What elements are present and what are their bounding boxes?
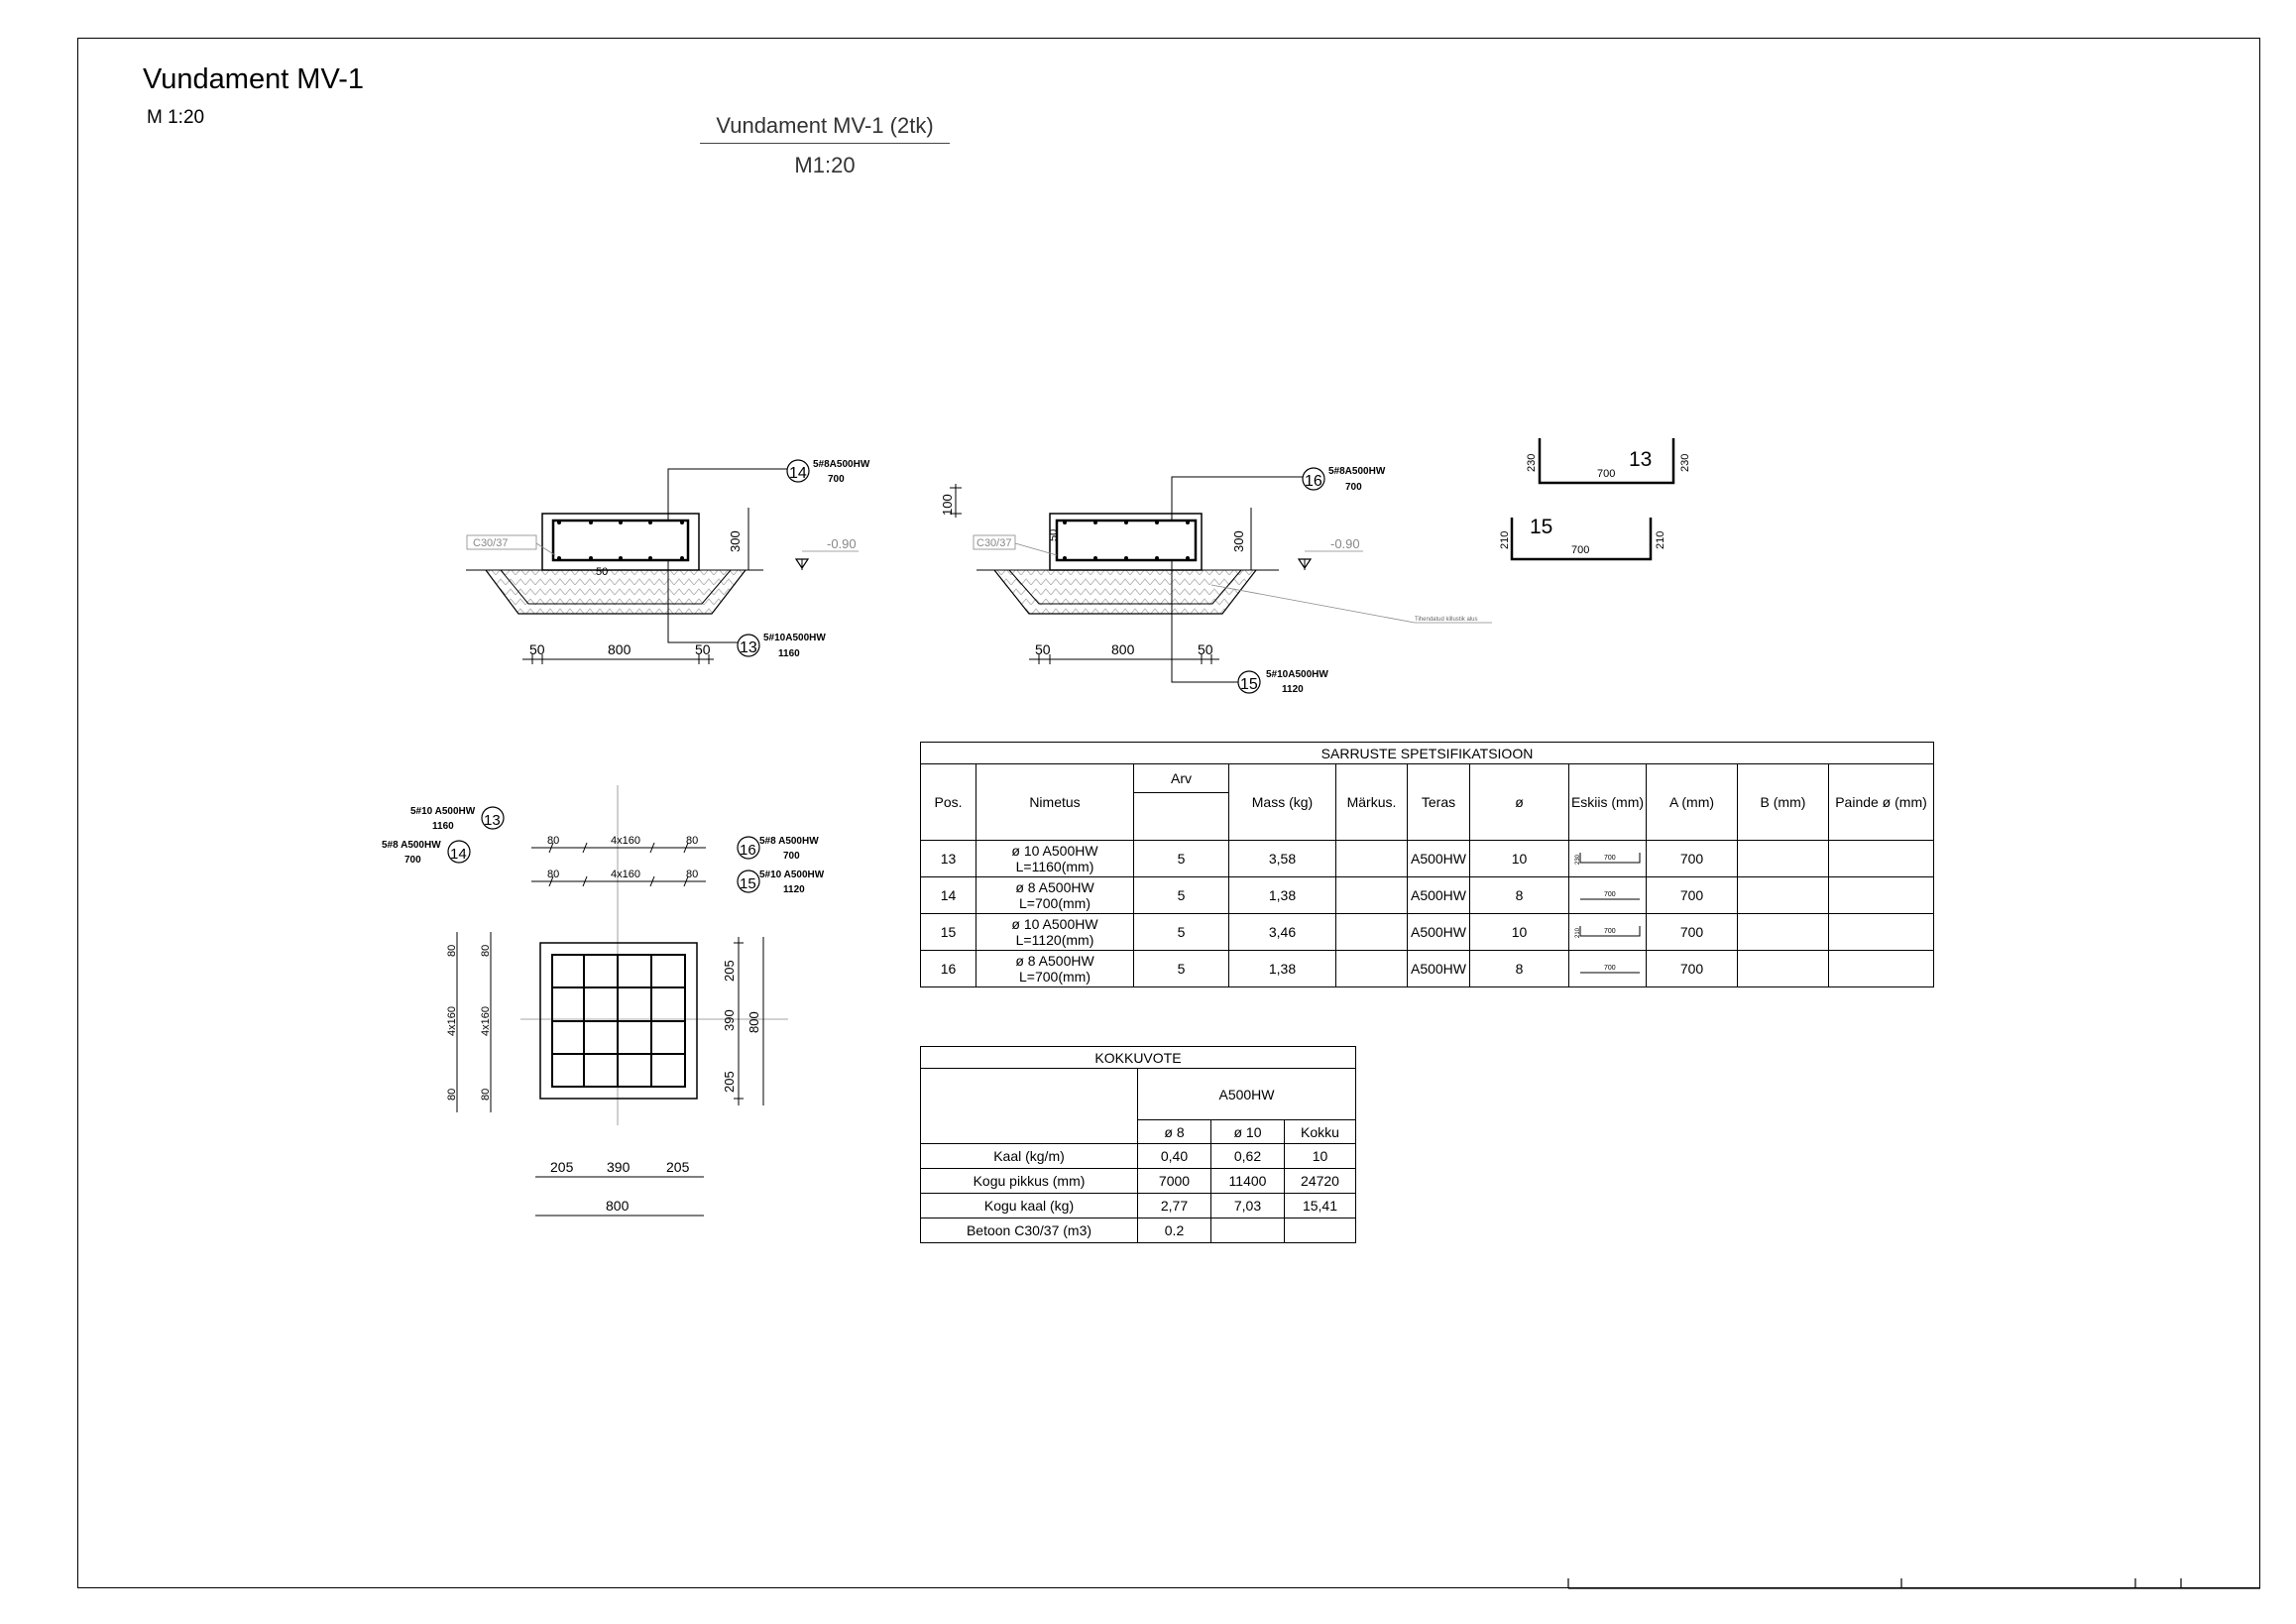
- bar-length: 1160: [778, 648, 800, 659]
- plan-top-dim: 80: [686, 869, 699, 880]
- col-header: Arv: [1134, 764, 1229, 793]
- bar-pos: 14: [789, 465, 807, 482]
- svg-text:210: 210: [1574, 927, 1581, 938]
- svg-text:230: 230: [1574, 854, 1581, 865]
- bar-spec: 5#10A500HW: [763, 633, 826, 643]
- col-header: Teras: [1408, 764, 1470, 841]
- plan-right-dim: 390: [722, 1009, 737, 1031]
- svg-text:700: 700: [1603, 928, 1616, 935]
- bar-spec: 5#10A500HW: [1266, 669, 1328, 680]
- dim-bottom-3: 50: [695, 641, 711, 657]
- dim-bottom-3: 50: [1198, 641, 1213, 657]
- col-header: B (mm): [1738, 764, 1829, 841]
- plan-rebar-grid: [552, 955, 685, 1087]
- drawing-title: Vundament MV-1: [143, 63, 364, 95]
- table-row: Kogu kaal (kg) 2,77 7,03 15,41: [921, 1194, 1356, 1218]
- plan-right-dim: 205: [722, 1071, 737, 1093]
- plan-spec: 5#8 A500HW: [382, 840, 441, 851]
- sketch-cell: [1569, 914, 1647, 951]
- bar-sketch: [1574, 922, 1642, 942]
- spec-table-title: SARRUSTE SPETSIFIKATSIOON: [921, 743, 1934, 764]
- col-header: ø: [1470, 764, 1569, 841]
- top-dim: 100: [940, 494, 955, 516]
- inner-dim: 50: [1048, 528, 1060, 541]
- bar-length: 700: [1345, 482, 1362, 493]
- table-row: 15 ø 10 A500HW L=1120(mm) 5 3,46 A500HW 10 210 700 700: [921, 914, 1934, 951]
- plan-vertical-dim: 80: [446, 944, 458, 957]
- summary-col: Kokku: [1285, 1120, 1356, 1144]
- bar-shape-13: [1526, 438, 1691, 483]
- dim-bottom-2: 800: [608, 641, 631, 657]
- plan-vertical-dim: 80: [480, 1088, 492, 1101]
- svg-text:700: 700: [1603, 965, 1616, 972]
- bar-sketch: [1574, 849, 1642, 869]
- summary-group: A500HW: [1138, 1069, 1356, 1120]
- col-header: Eskiis (mm): [1569, 764, 1647, 841]
- table-row: 14 ø 8 A500HW L=700(mm) 5 1,38 A500HW 8 700 700: [921, 877, 1934, 914]
- table-row: Kogu pikkus (mm) 7000 11400 24720: [921, 1169, 1356, 1194]
- table-row: 16 ø 8 A500HW L=700(mm) 5 1,38 A500HW 8 700 700: [921, 951, 1934, 987]
- plan-length: 700: [404, 855, 421, 866]
- bar-shape-length: 700: [1597, 468, 1616, 480]
- plan-right-total: 800: [746, 1011, 761, 1033]
- bar-shape-length: 700: [1571, 544, 1590, 556]
- plan-top-dim: 4x160: [611, 869, 640, 880]
- summary-col: ø 10: [1211, 1120, 1285, 1144]
- bar-spec: 5#8A500HW: [813, 459, 870, 470]
- plan-top-dim: 80: [686, 835, 699, 847]
- bar-shape-pos: 13: [1629, 448, 1653, 471]
- plan-top-dim: 80: [547, 835, 560, 847]
- dim-bottom-1: 50: [1035, 641, 1051, 657]
- concrete-label: C30/37: [976, 537, 1012, 549]
- bar-pos: 15: [1240, 676, 1258, 693]
- dim-bottom-2: 800: [1111, 641, 1135, 657]
- plan-bottom-dim: 390: [607, 1159, 631, 1175]
- bar-length: 700: [828, 474, 845, 485]
- plan-vertical-dim: 80: [446, 1088, 458, 1101]
- bar-spec: 5#8A500HW: [1328, 466, 1386, 477]
- sketch-cell: [1569, 877, 1647, 914]
- level-label: -0.90: [827, 536, 857, 551]
- col-header: Nimetus: [976, 764, 1134, 841]
- sketch-cell: [1569, 951, 1647, 987]
- plan-pos: 14: [450, 846, 467, 863]
- excavation-outline: [486, 570, 746, 614]
- col-header: A (mm): [1647, 764, 1738, 841]
- plan-vertical-dim: 4x160: [446, 1006, 458, 1036]
- sketch-cell: [1569, 841, 1647, 877]
- section-right: [940, 466, 1492, 695]
- plan-bottom-dim: 205: [666, 1159, 690, 1175]
- bar-pos: 16: [1305, 473, 1322, 490]
- level-marker: [1299, 536, 1363, 570]
- summary-col: ø 8: [1138, 1120, 1211, 1144]
- bar-shape-15: [1499, 516, 1666, 559]
- plan-length: 1120: [783, 884, 805, 895]
- rebar-spec-table: [920, 742, 1934, 987]
- bar-shape-side: 210: [1655, 530, 1666, 549]
- table-row: Kaal (kg/m) 0,40 0,62 10: [921, 1144, 1356, 1169]
- bar-shape-side: 230: [1679, 453, 1691, 472]
- bar-shape-side: 210: [1499, 530, 1511, 549]
- plan-right-dim: 205: [722, 960, 737, 982]
- table-row: Betoon C30/37 (m3) 0.2: [921, 1218, 1356, 1243]
- bar-length: 1120: [1282, 684, 1304, 695]
- level-label: -0.90: [1330, 536, 1360, 551]
- summary-title: KOKKUVOTE: [921, 1047, 1356, 1069]
- plan-pos: 16: [740, 842, 756, 859]
- plan-spec: 5#10 A500HW: [759, 870, 825, 880]
- plan-pos: 15: [740, 875, 756, 892]
- height-dim: 300: [1231, 530, 1246, 552]
- bar-sketch: [1574, 885, 1642, 905]
- plan-bottom-dim: 205: [550, 1159, 574, 1175]
- height-dim: 300: [728, 530, 743, 552]
- excavation-outline: [994, 570, 1256, 614]
- detail-title: Vundament MV-1 (2tk): [700, 113, 950, 144]
- svg-text:700: 700: [1603, 891, 1616, 898]
- plan-pos: 13: [484, 812, 501, 829]
- concrete-label: C30/37: [473, 537, 509, 549]
- detail-scale: M1:20: [794, 153, 856, 177]
- plan-top-dim: 80: [547, 869, 560, 880]
- bar-shape-pos: 15: [1530, 516, 1553, 538]
- bar-pos: 13: [740, 639, 757, 656]
- plan-vertical-dim: 4x160: [480, 1006, 492, 1036]
- dim-bottom-1: 50: [529, 641, 545, 657]
- section-left: [466, 459, 870, 664]
- plan-spec: 5#10 A500HW: [410, 806, 476, 817]
- note-label: Tihendatud killustik alus: [1415, 617, 1478, 623]
- level-marker: [796, 536, 859, 570]
- plan-spec: 5#8 A500HW: [759, 836, 819, 847]
- title-block-ticks: [1568, 1578, 2260, 1588]
- plan-top-dim: 4x160: [611, 835, 640, 847]
- col-header: Mass (kg): [1229, 764, 1336, 841]
- col-header: Märkus.: [1336, 764, 1408, 841]
- col-header: Painde ø (mm): [1829, 764, 1934, 841]
- svg-text:700: 700: [1603, 855, 1616, 862]
- col-header: Pos.: [921, 764, 976, 841]
- bar-shape-side: 230: [1526, 453, 1538, 472]
- plan-view: [382, 785, 825, 1216]
- plan-vertical-dim: 80: [480, 944, 492, 957]
- inner-dim: 50: [596, 566, 609, 578]
- drawing-scale: M 1:20: [147, 107, 205, 128]
- plan-length: 700: [783, 851, 800, 862]
- plan-bottom-total: 800: [606, 1198, 630, 1214]
- bar-sketch: [1574, 959, 1642, 979]
- summary-table: [920, 1046, 1356, 1243]
- plan-length: 1160: [432, 821, 454, 832]
- table-row: 13 ø 10 A500HW L=1160(mm) 5 3,58 A500HW 10 230 700 700: [921, 841, 1934, 877]
